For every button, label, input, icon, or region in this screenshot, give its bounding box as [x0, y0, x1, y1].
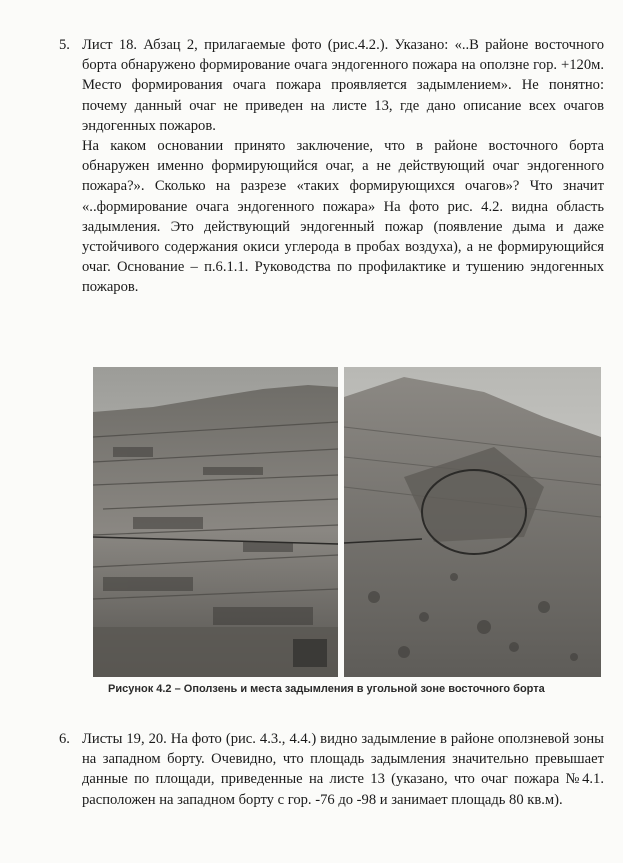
smoke-area-photo-right: [344, 367, 601, 677]
item-number: 5.: [59, 37, 70, 53]
figure-caption: Рисунок 4.2 – Оползень и места задымления в угольной зоне восточного борта: [108, 683, 545, 695]
item-6-paragraph-1: Листы 19, 20. На фото (рис. 4.3., 4.4.) видно задымление в районе оползневой зоны на западном борту. Очевидно, что площадь задымления значительно превышает данные по площади, приведенные на листе 13 (указано, что очаг пожара №4.1. расположен на западном борту с гор. -76 до -98 и занимает площадь 80 кв.м).: [82, 731, 604, 808]
item-5-paragraph-1: Лист 18. Абзац 2, прилагаемые фото (рис.4.2.). Указано: «..В районе восточного борта обнаружено формирование очага эндогенного пожара на оползне гор. +120м. Место формирования очага пожара проявляется задымлением». Не понятно: почему данный очаг не приведен на листе 13, где дано описание всех очагов эндогенных пожаров.: [82, 37, 604, 134]
list-item-6: [59, 729, 604, 810]
item-number: 6.: [59, 731, 70, 747]
landslide-photo-left: [93, 367, 338, 677]
figure-4-2: [93, 367, 601, 677]
item-5-paragraph-2: На каком основании принято заключение, что в районе восточного борта обнаружен именно формирующийся очаг, а не действующий очаг эндогенного пожара?». Сколько на разрезе «таких формирующихся очагов»? Что значит «..формирование очага эндогенного пожара» На фото рис. 4.2. видна область задымления. Это действующий эндогенный пожар (появление дыма и даже устойчивого содержания окиси углерода в пробах воздуха), а не формирующийся очаг. Основание – п.6.1.1. Руководства по профилактике и тушению эндогенных пожаров.: [82, 138, 604, 296]
list-item-5: [59, 35, 604, 298]
